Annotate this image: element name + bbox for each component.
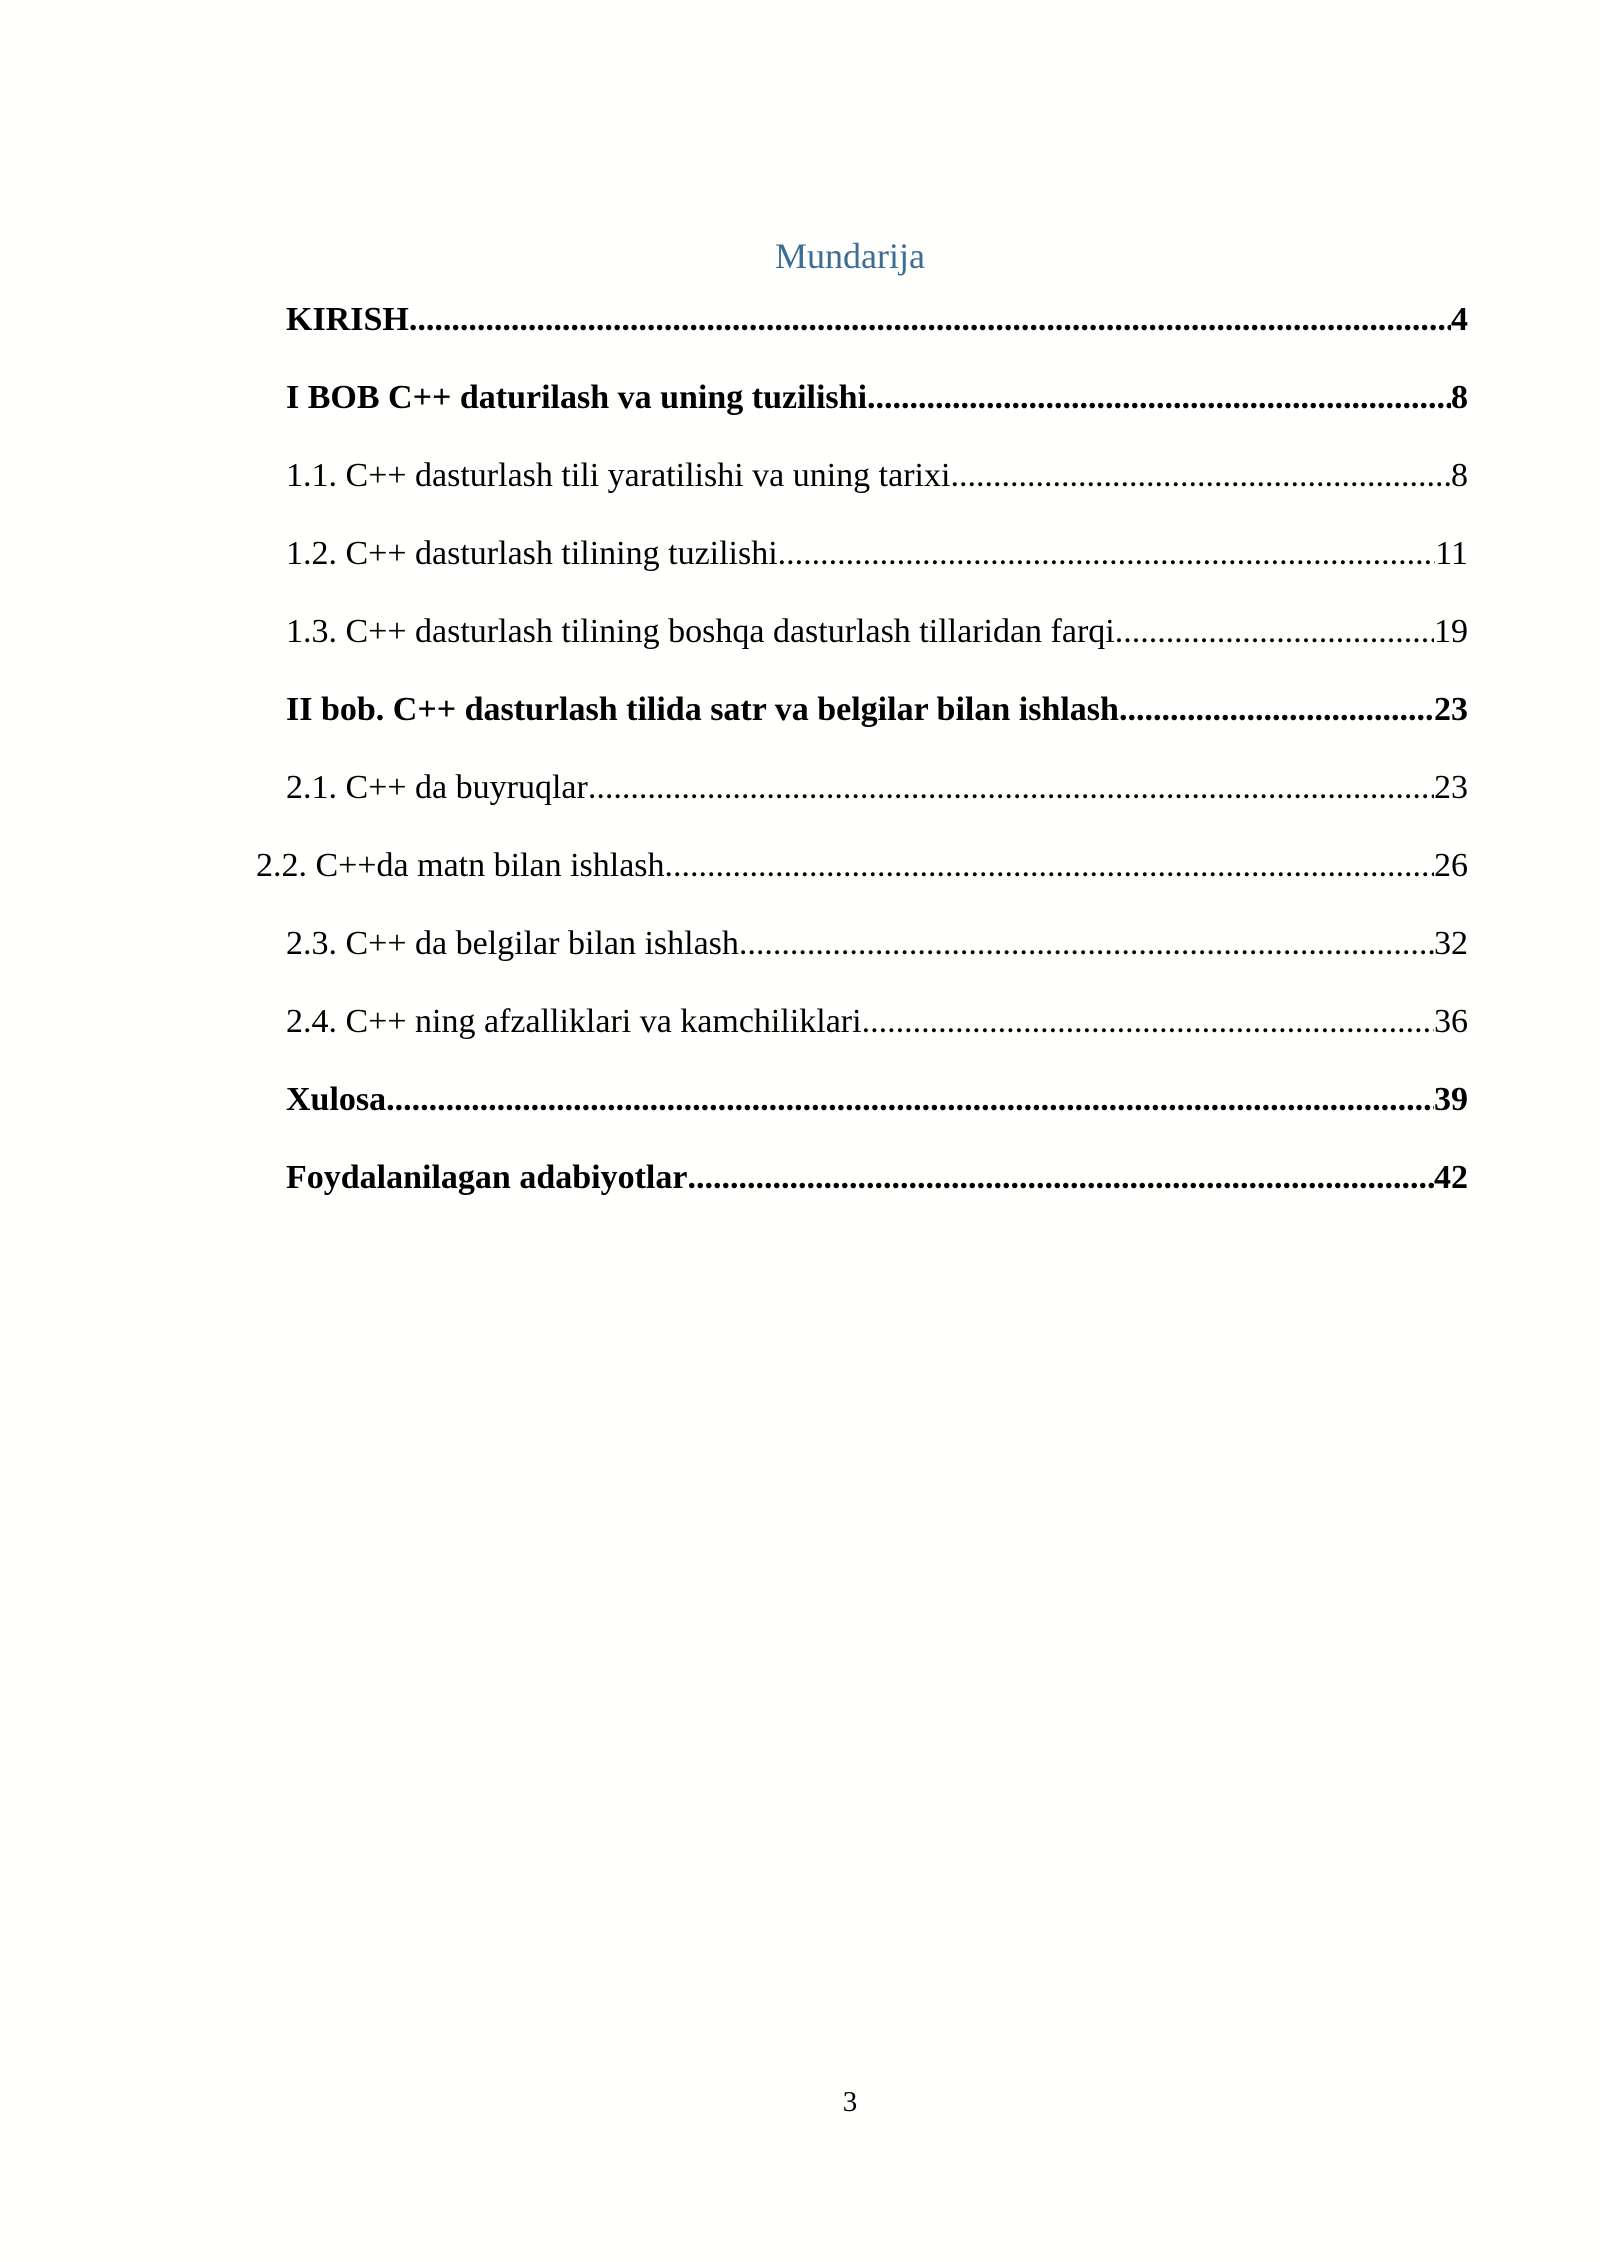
dot-leader <box>665 844 1434 888</box>
toc-title: Mundarija <box>775 236 925 276</box>
toc-entry-page: 11 <box>1435 535 1468 572</box>
toc-entry-1-1[interactable] <box>286 454 1468 498</box>
dot-leader <box>687 1156 1434 1200</box>
page-number: 3 <box>842 2086 858 2118</box>
toc-entry-1-3[interactable] <box>286 610 1468 654</box>
dot-leader <box>386 1078 1434 1122</box>
toc-entry-label: Xulosa <box>286 1081 387 1118</box>
dot-leader <box>778 532 1436 576</box>
toc-entry-label: 2.1. C++ da buyruqlar <box>286 769 588 806</box>
toc-entry-label: KIRISH <box>286 301 409 338</box>
toc-entry-page: 8 <box>1451 457 1468 494</box>
toc-entry-kirish[interactable] <box>286 298 1468 342</box>
toc-entry-1-2[interactable] <box>286 532 1468 576</box>
toc-entry-page: 26 <box>1434 847 1468 884</box>
dot-leader <box>1119 688 1434 732</box>
dot-leader <box>409 298 1451 342</box>
dot-leader <box>950 454 1451 498</box>
toc-entry-xulosa[interactable] <box>286 1078 1468 1122</box>
toc-entry-chapter-1[interactable] <box>286 376 1468 420</box>
toc-entry-label: Foydalanilagan adabiyotlar <box>286 1159 688 1196</box>
toc-entry-label: 1.2. C++ dasturlash tilining tuzilishi <box>286 535 778 572</box>
dot-leader <box>588 766 1434 810</box>
toc-entry-label: 2.2. C++da matn bilan ishlash <box>256 847 665 884</box>
dot-leader <box>862 1000 1434 1044</box>
dot-leader <box>1115 610 1434 654</box>
toc-entry-label: 1.1. C++ dasturlash tili yaratilishi va uning tarixi <box>286 457 951 494</box>
toc-entry-page: 19 <box>1434 613 1468 650</box>
dot-leader <box>867 376 1451 420</box>
toc-entry-label: II bob. C++ dasturlash tilida satr va belgilar bilan ishlash <box>286 691 1119 728</box>
toc-entry-page: 4 <box>1451 301 1468 338</box>
toc-entry-2-4[interactable] <box>286 1000 1468 1044</box>
toc-entry-chapter-2[interactable] <box>286 688 1468 732</box>
toc-entry-label: 2.4. C++ ning afzalliklari va kamchiliklari <box>286 1003 862 1040</box>
toc-entry-2-1[interactable] <box>286 766 1468 810</box>
toc-entry-2-3[interactable] <box>286 922 1468 966</box>
toc-entry-page: 32 <box>1434 925 1468 962</box>
toc-entry-2-2[interactable] <box>256 844 1468 888</box>
toc-entry-page: 39 <box>1434 1081 1468 1118</box>
toc-entry-label: I BOB C++ daturilash va uning tuzilishi <box>286 379 868 416</box>
toc-entry-adabiyotlar[interactable] <box>286 1156 1468 1200</box>
toc-entry-label: 2.3. C++ da belgilar bilan ishlash <box>286 925 739 962</box>
toc-entry-page: 36 <box>1434 1003 1468 1040</box>
toc-entry-page: 42 <box>1434 1159 1468 1196</box>
toc-entry-page: 8 <box>1451 379 1468 416</box>
toc-entry-page: 23 <box>1434 691 1468 728</box>
toc-entry-page: 23 <box>1434 769 1468 806</box>
dot-leader <box>739 922 1434 966</box>
toc-entry-label: 1.3. C++ dasturlash tilining boshqa dasturlash tillaridan farqi <box>286 613 1115 650</box>
